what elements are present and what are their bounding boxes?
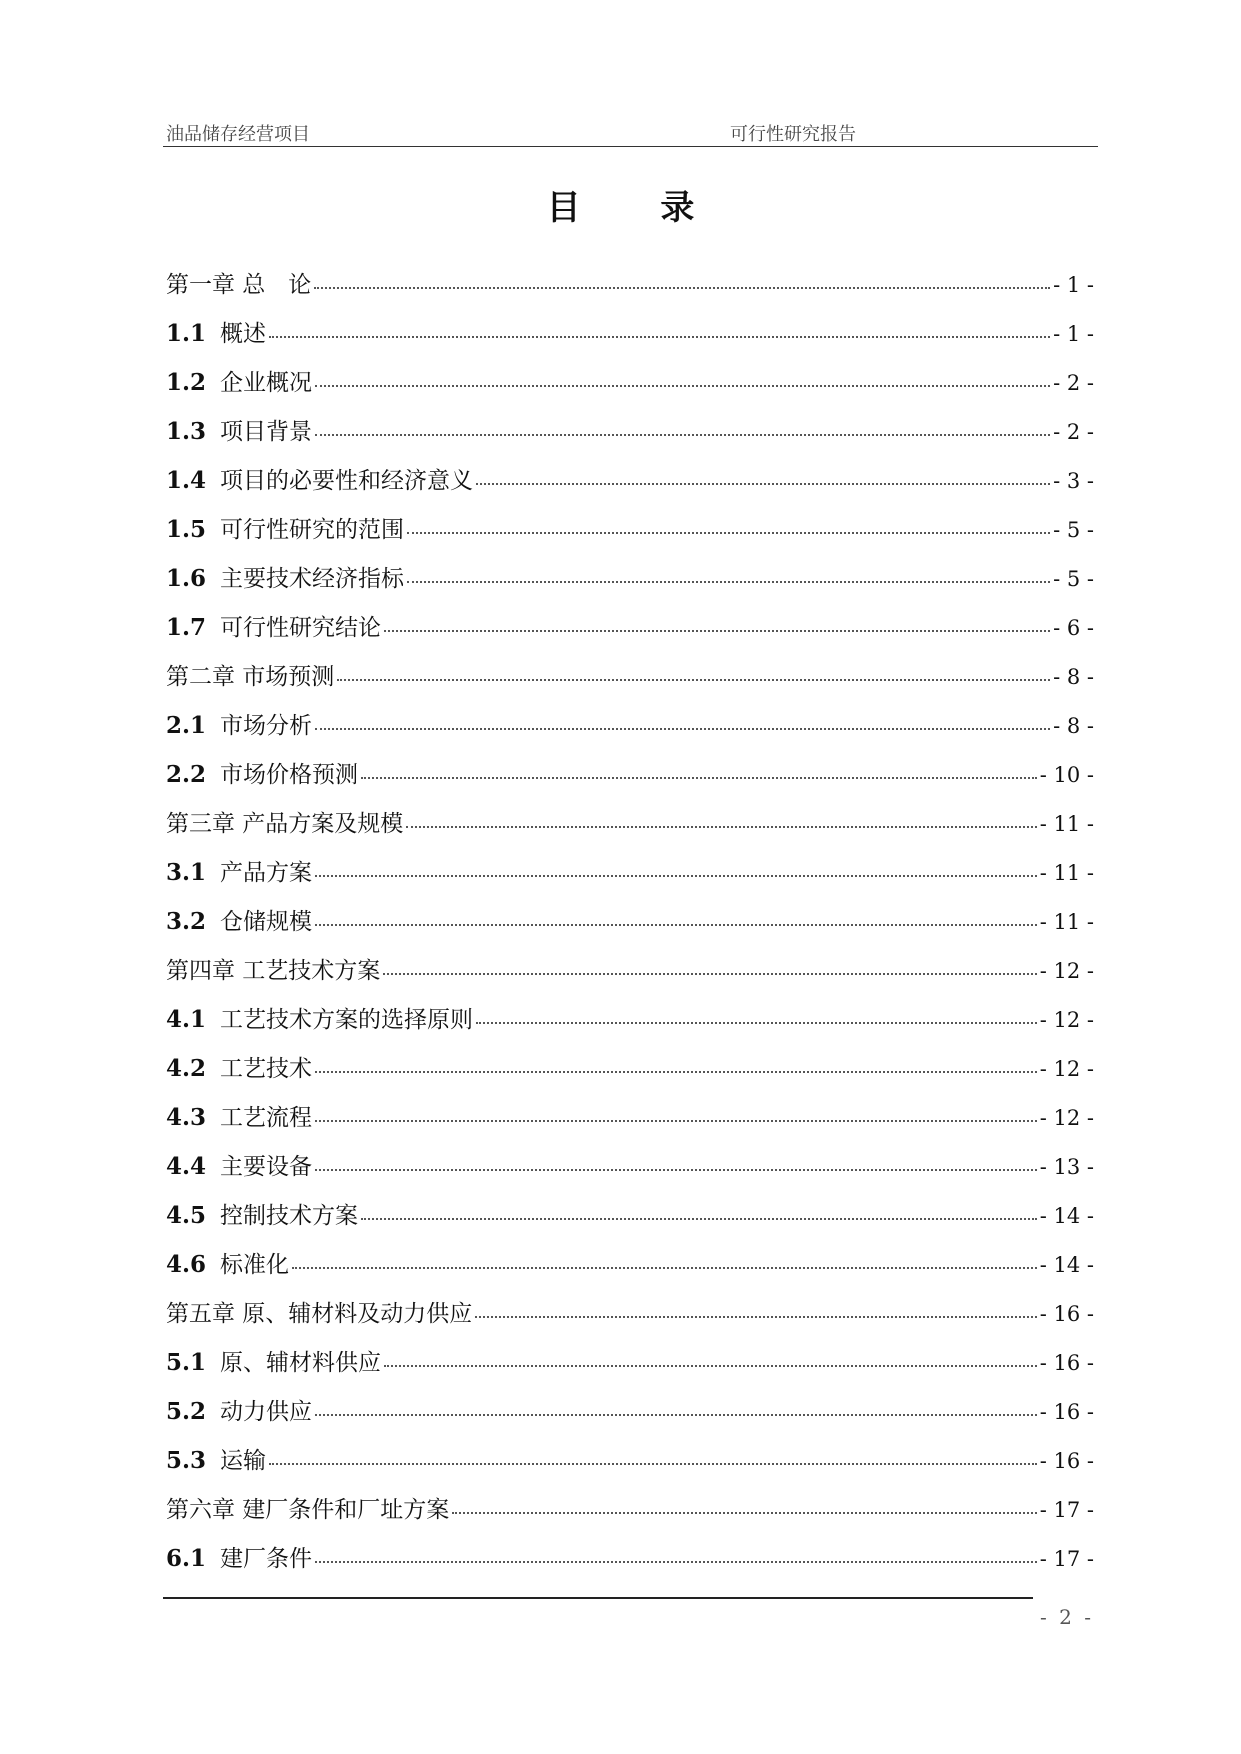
toc-entry-label: 主要设备 xyxy=(220,1154,313,1180)
toc-leader-dots xyxy=(384,630,1050,632)
table-of-contents xyxy=(166,266,1094,1589)
toc-entry-label: 产品方案 xyxy=(220,860,313,886)
toc-leader-dots xyxy=(269,1463,1037,1465)
toc-entry-page: - 14 - xyxy=(1039,1253,1094,1277)
toc-entry[interactable] xyxy=(166,1050,1094,1099)
toc-entry[interactable] xyxy=(166,266,1094,315)
toc-entry-number: 4.1 xyxy=(166,1006,207,1033)
toc-entry-number: 1.7 xyxy=(166,614,207,641)
page-header xyxy=(163,116,1098,147)
toc-entry[interactable] xyxy=(166,854,1094,903)
header-project-name: 油品储存经营项目 xyxy=(166,124,310,145)
toc-entry-page: - 8 - xyxy=(1053,665,1094,689)
toc-leader-dots xyxy=(361,777,1037,779)
toc-entry[interactable] xyxy=(166,1442,1094,1491)
toc-entry-page: - 12 - xyxy=(1039,1106,1094,1130)
toc-leader-dots xyxy=(406,826,1036,828)
toc-entry[interactable] xyxy=(166,511,1094,560)
toc-entry-label: 第二章 市场预测 xyxy=(166,664,335,690)
toc-entry-label: 运输 xyxy=(220,1448,267,1474)
toc-entry-label: 工艺流程 xyxy=(220,1105,313,1131)
toc-leader-dots xyxy=(315,1169,1037,1171)
toc-entry[interactable] xyxy=(166,462,1094,511)
toc-entry-number: 1.2 xyxy=(166,369,207,396)
toc-entry-page: - 8 - xyxy=(1053,714,1094,738)
toc-entry-label: 可行性研究结论 xyxy=(220,615,382,641)
toc-entry-number: 1.1 xyxy=(166,320,207,347)
toc-entry-number: 5.1 xyxy=(166,1349,207,1376)
toc-leader-dots xyxy=(315,924,1037,926)
toc-leader-dots xyxy=(315,434,1050,436)
toc-entry-page: - 16 - xyxy=(1039,1400,1094,1424)
toc-entry[interactable] xyxy=(166,1491,1094,1540)
footer-divider xyxy=(163,1597,1033,1599)
toc-entry-label: 概述 xyxy=(220,321,267,347)
toc-leader-dots xyxy=(476,1022,1037,1024)
toc-entry-page: - 1 - xyxy=(1053,273,1094,297)
toc-entry-number: 4.3 xyxy=(166,1104,207,1131)
toc-entry[interactable] xyxy=(166,1393,1094,1442)
toc-leader-dots xyxy=(361,1218,1037,1220)
toc-entry[interactable] xyxy=(166,1344,1094,1393)
toc-entry-page: - 2 - xyxy=(1053,420,1094,444)
toc-entry-label: 仓储规模 xyxy=(220,909,313,935)
toc-leader-dots xyxy=(384,1365,1037,1367)
toc-entry-label: 工艺技术方案的选择原则 xyxy=(220,1007,474,1033)
toc-leader-dots xyxy=(315,875,1037,877)
header-report-type: 可行性研究报告 xyxy=(730,124,856,145)
toc-entry-page: - 2 - xyxy=(1053,371,1094,395)
toc-leader-dots xyxy=(315,385,1050,387)
toc-entry-page: - 16 - xyxy=(1039,1351,1094,1375)
toc-leader-dots xyxy=(315,1071,1037,1073)
toc-entry[interactable] xyxy=(166,903,1094,952)
toc-entry[interactable] xyxy=(166,1197,1094,1246)
toc-entry-label: 工艺技术 xyxy=(220,1056,313,1082)
toc-entry[interactable] xyxy=(166,413,1094,462)
toc-entry[interactable] xyxy=(166,560,1094,609)
toc-entry[interactable] xyxy=(166,1148,1094,1197)
toc-entry-number: 1.3 xyxy=(166,418,207,445)
toc-entry-label: 第五章 原、辅材料及动力供应 xyxy=(166,1301,473,1327)
toc-entry[interactable] xyxy=(166,1295,1094,1344)
toc-entry-page: - 12 - xyxy=(1039,1057,1094,1081)
toc-entry-label: 项目的必要性和经济意义 xyxy=(220,468,474,494)
toc-leader-dots xyxy=(315,728,1050,730)
toc-entry-page: - 6 - xyxy=(1053,616,1094,640)
toc-entry-number: 4.6 xyxy=(166,1251,207,1278)
toc-leader-dots xyxy=(452,1512,1036,1514)
toc-entry-label: 主要技术经济指标 xyxy=(220,566,405,592)
toc-leader-dots xyxy=(315,1120,1037,1122)
toc-leader-dots xyxy=(337,679,1050,681)
toc-entry-label: 市场分析 xyxy=(220,713,313,739)
toc-entry-label: 动力供应 xyxy=(220,1399,313,1425)
toc-entry-number: 1.6 xyxy=(166,565,207,592)
toc-leader-dots xyxy=(315,1561,1037,1563)
toc-entry-page: - 11 - xyxy=(1039,861,1094,885)
toc-entry-label: 企业概况 xyxy=(220,370,313,396)
toc-entry-number: 2.2 xyxy=(166,761,207,788)
toc-entry-label: 第六章 建厂条件和厂址方案 xyxy=(166,1497,450,1523)
toc-entry-page: - 5 - xyxy=(1053,518,1094,542)
toc-entry-label: 控制技术方案 xyxy=(220,1203,359,1229)
toc-entry-label: 可行性研究的范围 xyxy=(220,517,405,543)
toc-entry-number: 3.2 xyxy=(166,908,207,935)
page-number: - 2 - xyxy=(1040,1605,1094,1629)
toc-entry-page: - 11 - xyxy=(1039,910,1094,934)
toc-entry-page: - 16 - xyxy=(1039,1449,1094,1473)
toc-entry-label: 第三章 产品方案及规模 xyxy=(166,811,404,837)
toc-entry-label: 建厂条件 xyxy=(220,1546,313,1572)
toc-entry[interactable] xyxy=(166,756,1094,805)
toc-entry-number: 4.4 xyxy=(166,1153,207,1180)
toc-entry-number: 4.5 xyxy=(166,1202,207,1229)
toc-leader-dots xyxy=(314,287,1050,289)
toc-entry-page: - 13 - xyxy=(1039,1155,1094,1179)
toc-entry-page: - 12 - xyxy=(1039,1008,1094,1032)
toc-entry[interactable] xyxy=(166,1099,1094,1148)
toc-entry-page: - 1 - xyxy=(1053,322,1094,346)
toc-entry-page: - 10 - xyxy=(1039,763,1094,787)
toc-entry[interactable] xyxy=(166,805,1094,854)
toc-leader-dots xyxy=(476,483,1050,485)
toc-entry-label: 第四章 工艺技术方案 xyxy=(166,958,381,984)
toc-entry-page: - 17 - xyxy=(1039,1547,1094,1571)
toc-entry-number: 4.2 xyxy=(166,1055,207,1082)
toc-entry-page: - 17 - xyxy=(1039,1498,1094,1522)
toc-leader-dots xyxy=(315,1414,1037,1416)
toc-entry-number: 3.1 xyxy=(166,859,207,886)
toc-entry-page: - 3 - xyxy=(1053,469,1094,493)
toc-entry-number: 1.5 xyxy=(166,516,207,543)
toc-entry-page: - 14 - xyxy=(1039,1204,1094,1228)
toc-entry-label: 原、辅材料供应 xyxy=(220,1350,382,1376)
toc-entry-number: 2.1 xyxy=(166,712,207,739)
toc-entry[interactable] xyxy=(166,1246,1094,1295)
toc-entry[interactable] xyxy=(166,315,1094,364)
toc-leader-dots xyxy=(475,1316,1036,1318)
toc-entry[interactable] xyxy=(166,952,1094,1001)
page-title: 目 录 xyxy=(546,188,729,228)
toc-entry[interactable] xyxy=(166,658,1094,707)
toc-entry-label: 第一章 总 论 xyxy=(166,272,312,298)
toc-entry[interactable] xyxy=(166,1540,1094,1589)
toc-entry[interactable] xyxy=(166,1001,1094,1050)
toc-leader-dots xyxy=(292,1267,1037,1269)
toc-entry[interactable] xyxy=(166,707,1094,756)
toc-entry-number: 1.4 xyxy=(166,467,207,494)
toc-entry-label: 项目背景 xyxy=(220,419,313,445)
toc-entry-page: - 11 - xyxy=(1039,812,1094,836)
toc-entry-number: 6.1 xyxy=(166,1545,207,1572)
toc-leader-dots xyxy=(269,336,1050,338)
toc-entry-number: 5.3 xyxy=(166,1447,207,1474)
toc-leader-dots xyxy=(383,973,1036,975)
toc-entry-page: - 12 - xyxy=(1039,959,1094,983)
toc-leader-dots xyxy=(407,581,1050,583)
toc-entry-page: - 5 - xyxy=(1053,567,1094,591)
toc-entry[interactable] xyxy=(166,609,1094,658)
toc-entry-number: 5.2 xyxy=(166,1398,207,1425)
toc-entry-label: 标准化 xyxy=(220,1252,290,1278)
toc-entry-page: - 16 - xyxy=(1039,1302,1094,1326)
toc-leader-dots xyxy=(407,532,1050,534)
toc-entry-label: 市场价格预测 xyxy=(220,762,359,788)
toc-entry[interactable] xyxy=(166,364,1094,413)
